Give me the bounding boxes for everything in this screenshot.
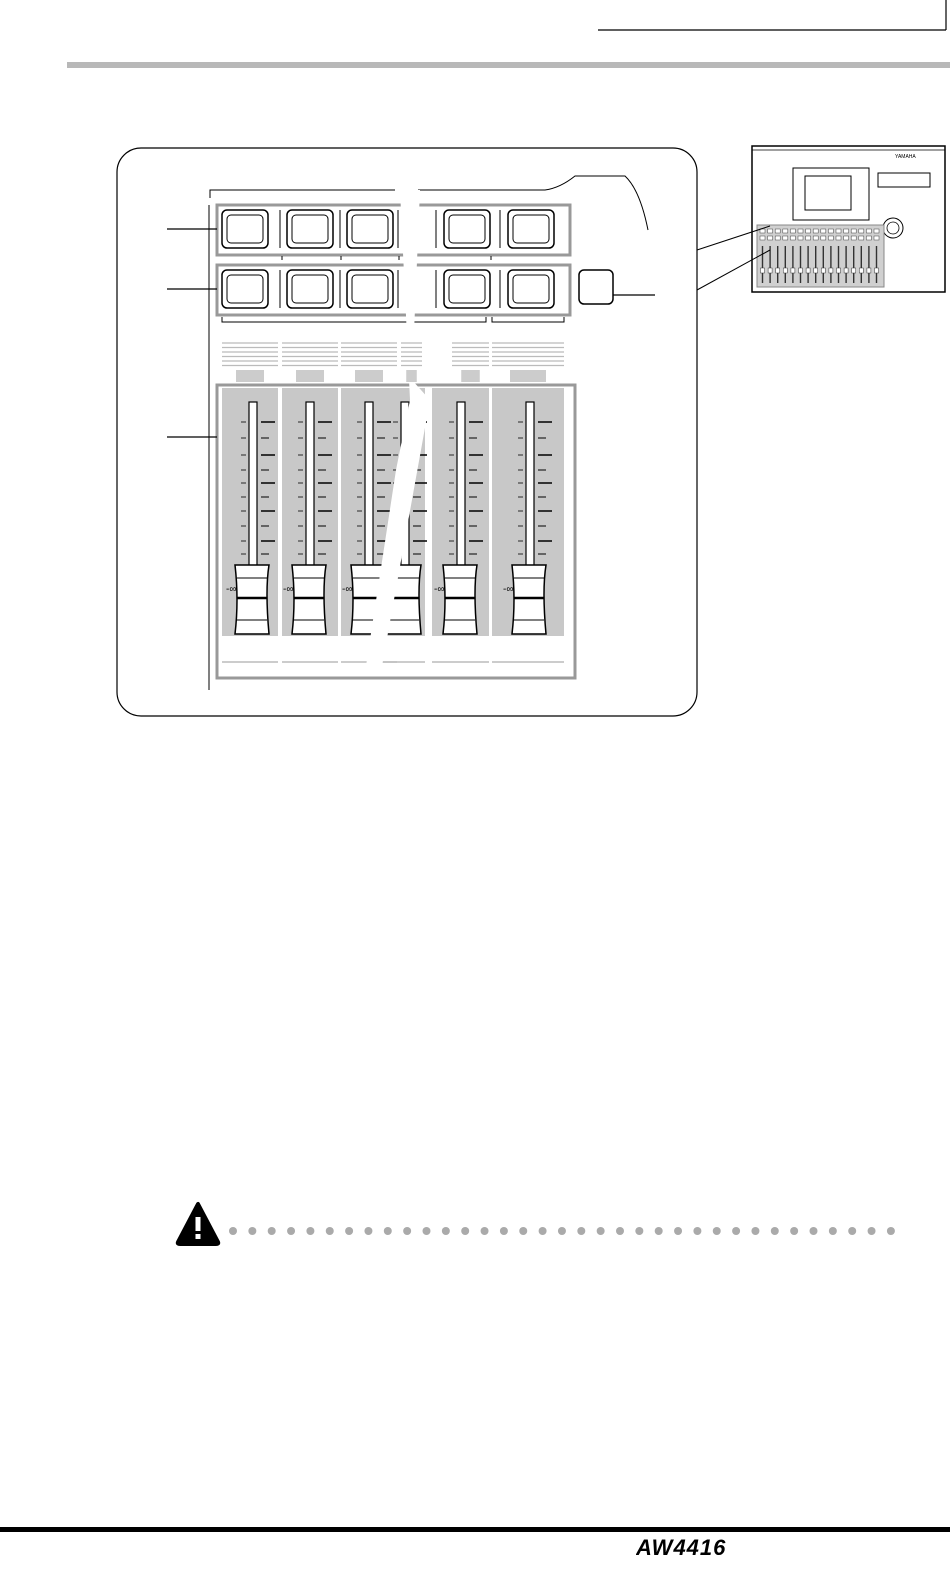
- thumb-key: [874, 236, 879, 240]
- dot-leader-dot: [539, 1227, 547, 1235]
- fader-inf-label: -∞: [226, 584, 237, 595]
- thumb-key: [813, 229, 818, 233]
- dot-leader-dot: [577, 1227, 585, 1235]
- dot-leader-dot: [229, 1227, 237, 1235]
- channel-label-tab: [236, 370, 264, 382]
- thumb-key: [806, 229, 811, 233]
- dot-leader-dot: [713, 1227, 721, 1235]
- mixer-figure: [0, 0, 950, 760]
- channel-label-tab: [406, 370, 417, 382]
- dot-leader-dot: [635, 1227, 643, 1235]
- thumb-key: [760, 236, 765, 240]
- dot-leader-dot: [364, 1227, 372, 1235]
- fader-slot: [365, 402, 373, 577]
- fader-slot: [249, 402, 257, 577]
- thumb-fader-knob: [829, 268, 833, 273]
- dot-leader-dot: [771, 1227, 779, 1235]
- dot-leader-dot: [500, 1227, 508, 1235]
- dot-leader-dot: [519, 1227, 527, 1235]
- thumb-key: [828, 229, 833, 233]
- dot-leader-dot: [674, 1227, 682, 1235]
- thumb-key: [760, 229, 765, 233]
- thumb-key: [790, 229, 795, 233]
- dot-leader-dot: [887, 1227, 895, 1235]
- dot-leader-dot: [751, 1227, 759, 1235]
- fader-inf-label: -∞: [434, 584, 445, 595]
- dot-leader-dot: [693, 1227, 701, 1235]
- fader-inf-label: -∞: [283, 584, 294, 595]
- dot-leader-dot: [481, 1227, 489, 1235]
- thumb-fader-knob: [852, 268, 856, 273]
- thumb-fader-knob: [814, 268, 818, 273]
- thumb-fader-knob: [844, 268, 848, 273]
- dot-leader-dot: [558, 1227, 566, 1235]
- thumb-key: [768, 236, 773, 240]
- thumb-fader-knob: [867, 268, 871, 273]
- thumb-key: [828, 236, 833, 240]
- fader-knob-1[interactable]: [235, 565, 269, 634]
- dot-leader-dot: [442, 1227, 450, 1235]
- thumb-key: [836, 229, 841, 233]
- thumb-fader-knob: [806, 268, 810, 273]
- thumb-key: [768, 229, 773, 233]
- thumb-key: [813, 236, 818, 240]
- thumb-key: [783, 229, 788, 233]
- dot-leader-dot: [461, 1227, 469, 1235]
- thumb-fader-knob: [821, 268, 825, 273]
- dot-leader-dot: [616, 1227, 624, 1235]
- thumb-key: [844, 229, 849, 233]
- panel-top-contour: [210, 176, 648, 230]
- thumb-key: [798, 236, 803, 240]
- dot-leader-dot: [732, 1227, 740, 1235]
- thumb-fader-knob: [875, 268, 879, 273]
- fader-knob-2[interactable]: [292, 565, 326, 634]
- thumb-fader-knob: [799, 268, 803, 273]
- fader-inf-label: -∞: [503, 584, 514, 595]
- dot-leader-dot: [384, 1227, 392, 1235]
- thumb-fader-knob: [761, 268, 765, 273]
- thumb-fader-knob: [859, 268, 863, 273]
- group-bracket-right: [492, 317, 564, 322]
- thumb-key: [866, 236, 871, 240]
- dot-leader-dot: [326, 1227, 334, 1235]
- thumb-key: [821, 229, 826, 233]
- thumb-key: [783, 236, 788, 240]
- dot-leader-dot: [306, 1227, 314, 1235]
- channel-label-tab: [510, 370, 546, 382]
- fader-slot: [306, 402, 314, 577]
- channel-label-tab: [355, 370, 383, 382]
- thumb-key: [859, 229, 864, 233]
- thumb-key: [775, 236, 780, 240]
- dot-leader-dot: [248, 1227, 256, 1235]
- thumb-fader-knob: [837, 268, 841, 273]
- device-thumbnail: [752, 146, 945, 292]
- channel-label-tab: [461, 370, 480, 382]
- extra-key[interactable]: [579, 270, 613, 304]
- dot-leader-dot: [790, 1227, 798, 1235]
- thumb-key: [866, 229, 871, 233]
- thumb-key: [844, 236, 849, 240]
- warning-row: [0, 1200, 950, 1260]
- dot-leader-dot: [268, 1227, 276, 1235]
- thumb-fader-knob: [768, 268, 772, 273]
- thumb-key: [851, 229, 856, 233]
- warning-triangle-icon: [178, 1204, 219, 1244]
- svg-text:YAMAHA: YAMAHA: [895, 154, 916, 160]
- fader-knob-6[interactable]: [512, 565, 546, 634]
- fader-inf-label: -∞: [342, 584, 353, 595]
- thumb-key: [836, 236, 841, 240]
- dot-leader-dot: [345, 1227, 353, 1235]
- thumb-fader-knob: [791, 268, 795, 273]
- dot-leader-dot: [403, 1227, 411, 1235]
- thumbnail-highlight: [757, 225, 884, 287]
- dot-leader-dot: [829, 1227, 837, 1235]
- dot-leader-dot: [848, 1227, 856, 1235]
- thumb-fader-knob: [776, 268, 780, 273]
- dot-leader-dot: [287, 1227, 295, 1235]
- thumb-key: [798, 229, 803, 233]
- thumb-fader-knob: [783, 268, 787, 273]
- fader-slot: [526, 402, 534, 577]
- group-bracket-left: [222, 317, 486, 322]
- thumb-key: [775, 229, 780, 233]
- thumb-key: [874, 229, 879, 233]
- svg-text:AW4416: AW4416: [636, 1535, 727, 1559]
- fader-knob-5[interactable]: [443, 565, 477, 634]
- dot-leader-dot: [597, 1227, 605, 1235]
- channel-label-tab: [296, 370, 324, 382]
- thumb-key: [806, 236, 811, 240]
- dot-leader-dot: [423, 1227, 431, 1235]
- thumb-key: [859, 236, 864, 240]
- aw4416-logo: [636, 1531, 756, 1559]
- dot-leader-dot: [655, 1227, 663, 1235]
- fader-slot: [457, 402, 465, 577]
- dot-leader-dot: [868, 1227, 876, 1235]
- thumb-key: [851, 236, 856, 240]
- dot-leader-dot: [810, 1227, 818, 1235]
- footer-rule: [0, 1527, 950, 1532]
- thumb-key: [790, 236, 795, 240]
- thumb-key: [821, 236, 826, 240]
